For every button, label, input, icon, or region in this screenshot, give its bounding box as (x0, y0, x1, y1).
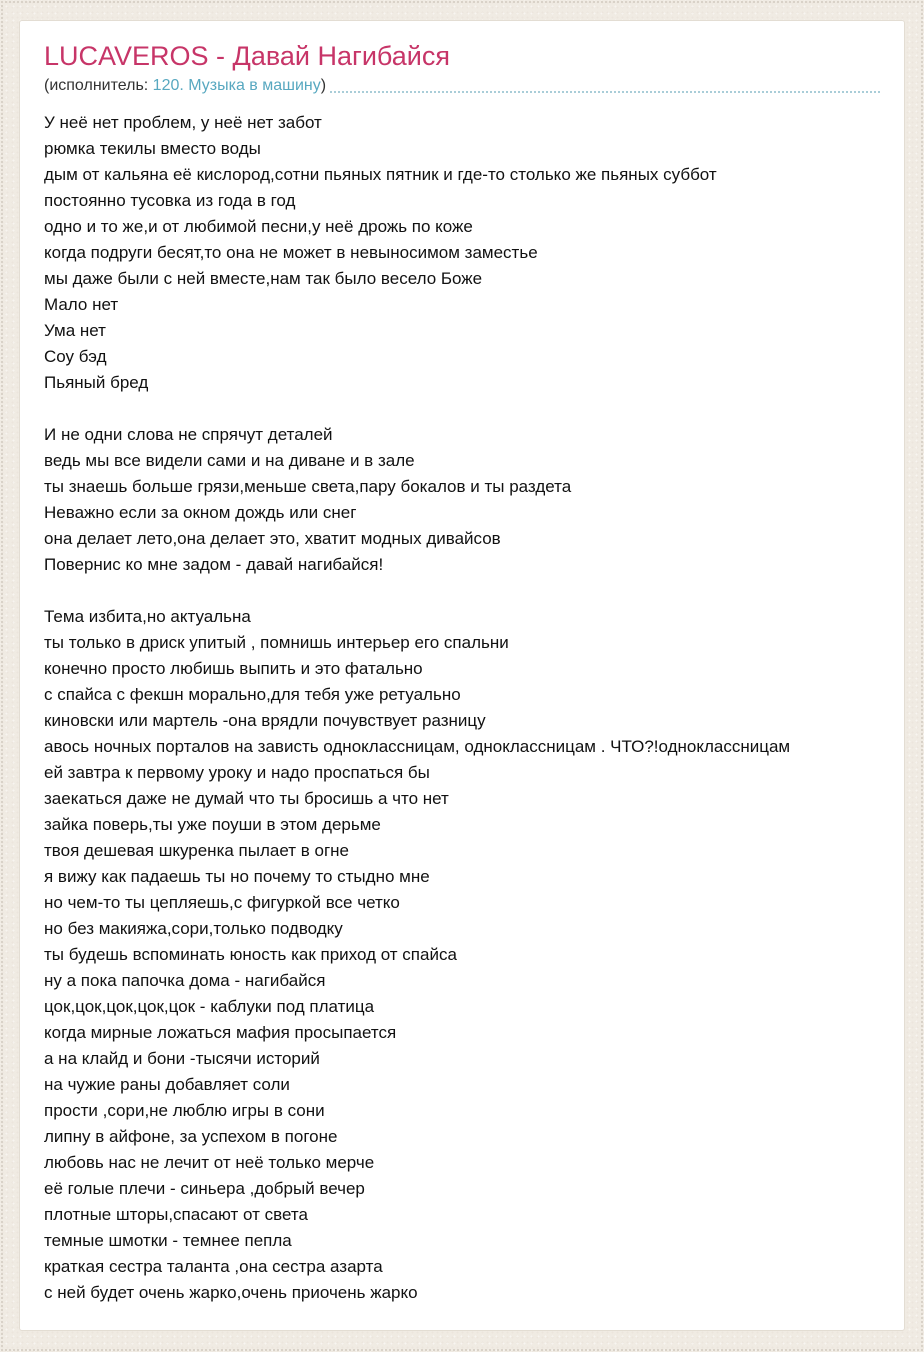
lyric-line: ей завтра к первому уроку и надо проспаться бы (44, 763, 430, 782)
lyric-line (44, 396, 880, 422)
lyric-line: когда мирные ложаться мафия просыпается (44, 1023, 397, 1042)
lyric-line (44, 578, 880, 604)
artist-suffix-text: ) (320, 77, 327, 94)
lyric-line: мы даже были с ней вместе,нам так было весело Боже (44, 269, 483, 288)
song-title: LUCAVEROS - Давай Нагибайся (44, 41, 450, 71)
artist-prefix-text: (исполнитель: (44, 77, 153, 94)
lyric-line: ты только в дриск упитый , помнишь интерьер его спальни (44, 633, 509, 652)
lyric-line: я вижу как падаешь ты но почему то стыдно мне (44, 867, 430, 886)
lyric-line: постоянно тусовка из года в год (44, 191, 296, 210)
lyrics-content-card (19, 20, 905, 1331)
lyric-line: ты знаешь больше грязи,меньше света,пару бокалов и ты раздета (44, 477, 572, 496)
lyric-line: липну в айфоне, за успехом в погоне (44, 1127, 338, 1146)
lyric-line: Неважно если за окном дождь или снег (44, 503, 357, 522)
lyric-line: темные шмотки - темнее пепла (44, 1231, 292, 1250)
lyric-line: ты будешь вспоминать юность как приход от спайса (44, 945, 457, 964)
artist-label (44, 75, 326, 97)
lyric-line: твоя дешевая шкуренка пылает в огне (44, 841, 350, 860)
lyric-line: И не одни слова не спрячут деталей (44, 425, 333, 444)
lyric-line: ну а пока папочка дома - нагибайся (44, 971, 326, 990)
lyric-line: краткая сестра таланта ,она сестра азарта (44, 1257, 383, 1276)
lyric-line: с спайса с фекшн морально,для тебя уже ретуально (44, 685, 461, 704)
lyric-line: дым от кальяна её кислород,сотни пьяных пятник и где-то столько же пьяных суббот (44, 165, 717, 184)
lyric-line: конечно просто любишь выпить и это фатально (44, 659, 423, 678)
lyrics-block (44, 110, 880, 1306)
lyric-line: любовь нас не лечит от неё только мерче (44, 1153, 375, 1172)
lyric-line: авось ночных порталов на зависть одноклассницам, одноклассницам . ЧТО?!одноклассницам (44, 737, 791, 756)
lyric-line: когда подруги бесят,то она не может в невыносимом заместье (44, 243, 538, 262)
lyric-line: а на клайд и бони -тысячи историй (44, 1049, 320, 1068)
lyric-line: У неё нет проблем, у неё нет забот (44, 113, 322, 132)
lyric-line: но без макияжа,сори,только подводку (44, 919, 343, 938)
lyric-line: её голые плечи - синьера ,добрый вечер (44, 1179, 365, 1198)
artist-link[interactable]: 120. Музыка в машину (152, 77, 321, 94)
dotted-separator (330, 91, 880, 93)
lyric-line: Тема избита,но актуальна (44, 607, 251, 626)
lyric-line: прости ,сори,не люблю игры в сони (44, 1101, 325, 1120)
lyric-line: киновски или мартель -она врядли почувствует разницу (44, 711, 486, 730)
lyric-line: заекаться даже не думай что ты бросишь а что нет (44, 789, 449, 808)
lyric-line: она делает лето,она делает это, хватит модных дивайсов (44, 529, 501, 548)
lyric-line: Повернис ко мне задом - давай нагибайся! (44, 555, 384, 574)
lyric-line: Ума нет (44, 321, 106, 340)
artist-row (44, 75, 880, 97)
lyric-line: ведь мы все видели сами и на диване и в зале (44, 451, 415, 470)
lyric-line: Пьяный бред (44, 373, 149, 392)
lyric-line: плотные шторы,спасают от света (44, 1205, 308, 1224)
lyric-line: на чужие раны добавляет соли (44, 1075, 290, 1094)
lyric-line: цок,цок,цок,цок,цок - каблуки под платица (44, 997, 375, 1016)
lyric-line: с ней будет очень жарко,очень приочень жарко (44, 1283, 418, 1302)
lyric-line: одно и то же,и от любимой песни,у неё дрожь по коже (44, 217, 473, 236)
lyric-line: Соу бэд (44, 347, 107, 366)
lyric-line: но чем-то ты цепляешь,с фигуркой все четко (44, 893, 400, 912)
lyric-line: зайка поверь,ты уже поуши в этом дерьме (44, 815, 381, 834)
lyric-line: рюмка текилы вместо воды (44, 139, 261, 158)
lyric-line: Мало нет (44, 295, 119, 314)
